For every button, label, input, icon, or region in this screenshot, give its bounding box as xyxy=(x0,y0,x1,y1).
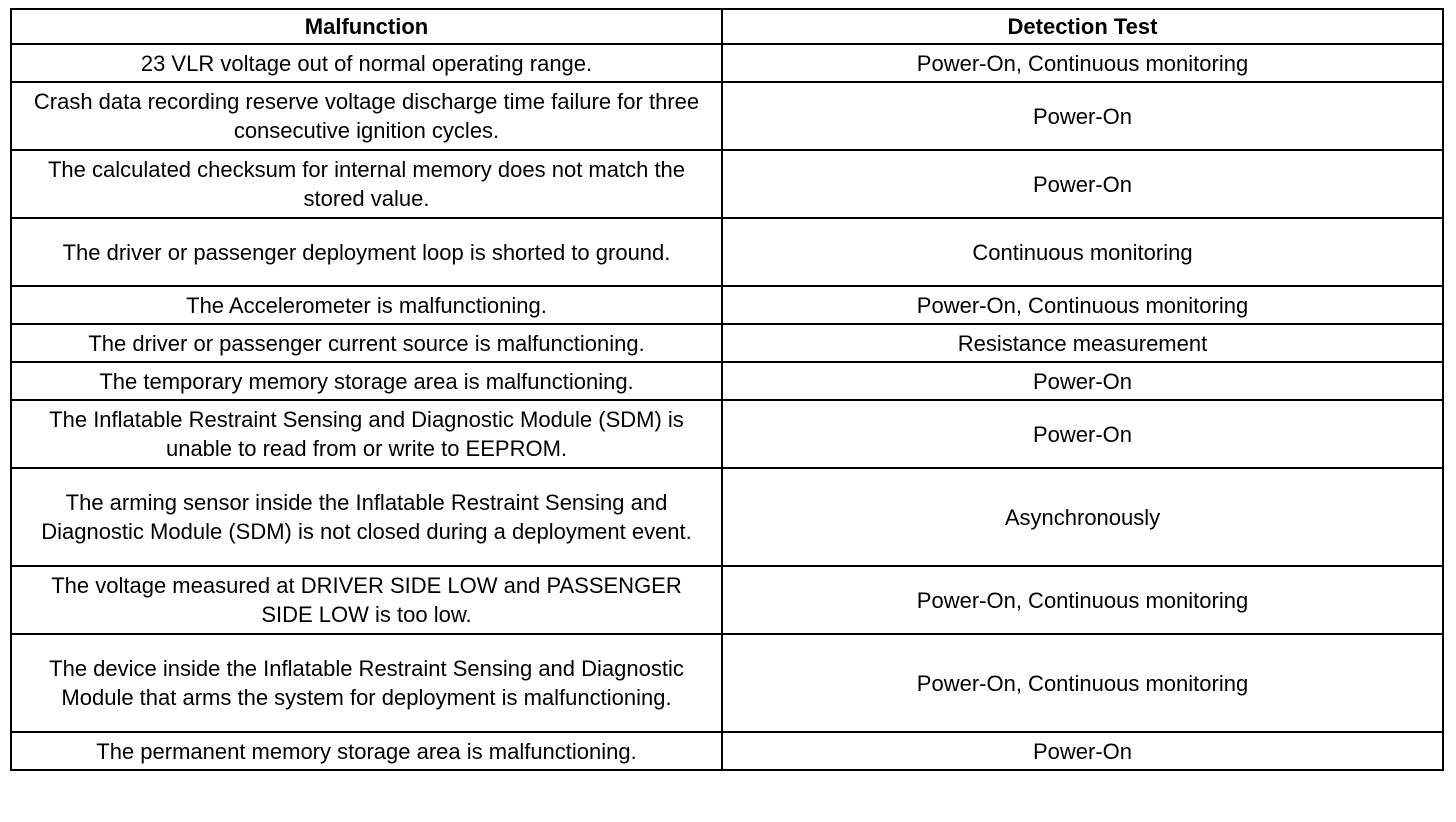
table-row xyxy=(11,362,1443,400)
header-detection-test: Detection Test xyxy=(722,9,1443,44)
detection-test-cell: Power-On, Continuous monitoring xyxy=(722,634,1443,732)
detection-test-cell: Power-On xyxy=(722,732,1443,770)
malfunction-cell: 23 VLR voltage out of normal operating range. xyxy=(11,44,722,82)
malfunction-cell: The voltage measured at DRIVER SIDE LOW and PASSENGER SIDE LOW is too low. xyxy=(11,566,722,634)
malfunction-cell: The device inside the Inflatable Restraint Sensing and Diagnostic Module that arms the system for deployment is malfunctioning. xyxy=(11,634,722,732)
malfunction-cell: The driver or passenger current source is malfunctioning. xyxy=(11,324,722,362)
header-malfunction: Malfunction xyxy=(11,9,722,44)
detection-test-cell: Power-On xyxy=(722,400,1443,468)
table-row xyxy=(11,218,1443,286)
table-row xyxy=(11,634,1443,732)
detection-test-cell: Power-On, Continuous monitoring xyxy=(722,286,1443,324)
table-row xyxy=(11,324,1443,362)
malfunction-cell: The driver or passenger deployment loop is shorted to ground. xyxy=(11,218,722,286)
detection-test-cell: Power-On, Continuous monitoring xyxy=(722,566,1443,634)
malfunction-cell: The calculated checksum for internal memory does not match the stored value. xyxy=(11,150,722,218)
malfunction-cell: The Inflatable Restraint Sensing and Diagnostic Module (SDM) is unable to read from or write to EEPROM. xyxy=(11,400,722,468)
table-header-row xyxy=(11,9,1443,44)
malfunction-detection-table xyxy=(10,8,1444,771)
malfunction-cell: The Accelerometer is malfunctioning. xyxy=(11,286,722,324)
detection-test-cell: Power-On xyxy=(722,362,1443,400)
detection-test-cell: Resistance measurement xyxy=(722,324,1443,362)
malfunction-cell: The temporary memory storage area is malfunctioning. xyxy=(11,362,722,400)
table-row xyxy=(11,566,1443,634)
table-row xyxy=(11,44,1443,82)
malfunction-cell: The arming sensor inside the Inflatable Restraint Sensing and Diagnostic Module (SDM) is not closed during a deployment event. xyxy=(11,468,722,566)
malfunction-cell: Crash data recording reserve voltage discharge time failure for three consecutive ignition cycles. xyxy=(11,82,722,150)
table-row xyxy=(11,82,1443,150)
detection-test-cell: Power-On, Continuous monitoring xyxy=(722,44,1443,82)
table-row xyxy=(11,150,1443,218)
detection-test-cell: Continuous monitoring xyxy=(722,218,1443,286)
table-row xyxy=(11,286,1443,324)
detection-test-cell: Power-On xyxy=(722,150,1443,218)
detection-test-cell: Power-On xyxy=(722,82,1443,150)
table-row xyxy=(11,732,1443,770)
detection-test-cell: Asynchronously xyxy=(722,468,1443,566)
table-row xyxy=(11,400,1443,468)
table-row xyxy=(11,468,1443,566)
malfunction-cell: The permanent memory storage area is malfunctioning. xyxy=(11,732,722,770)
